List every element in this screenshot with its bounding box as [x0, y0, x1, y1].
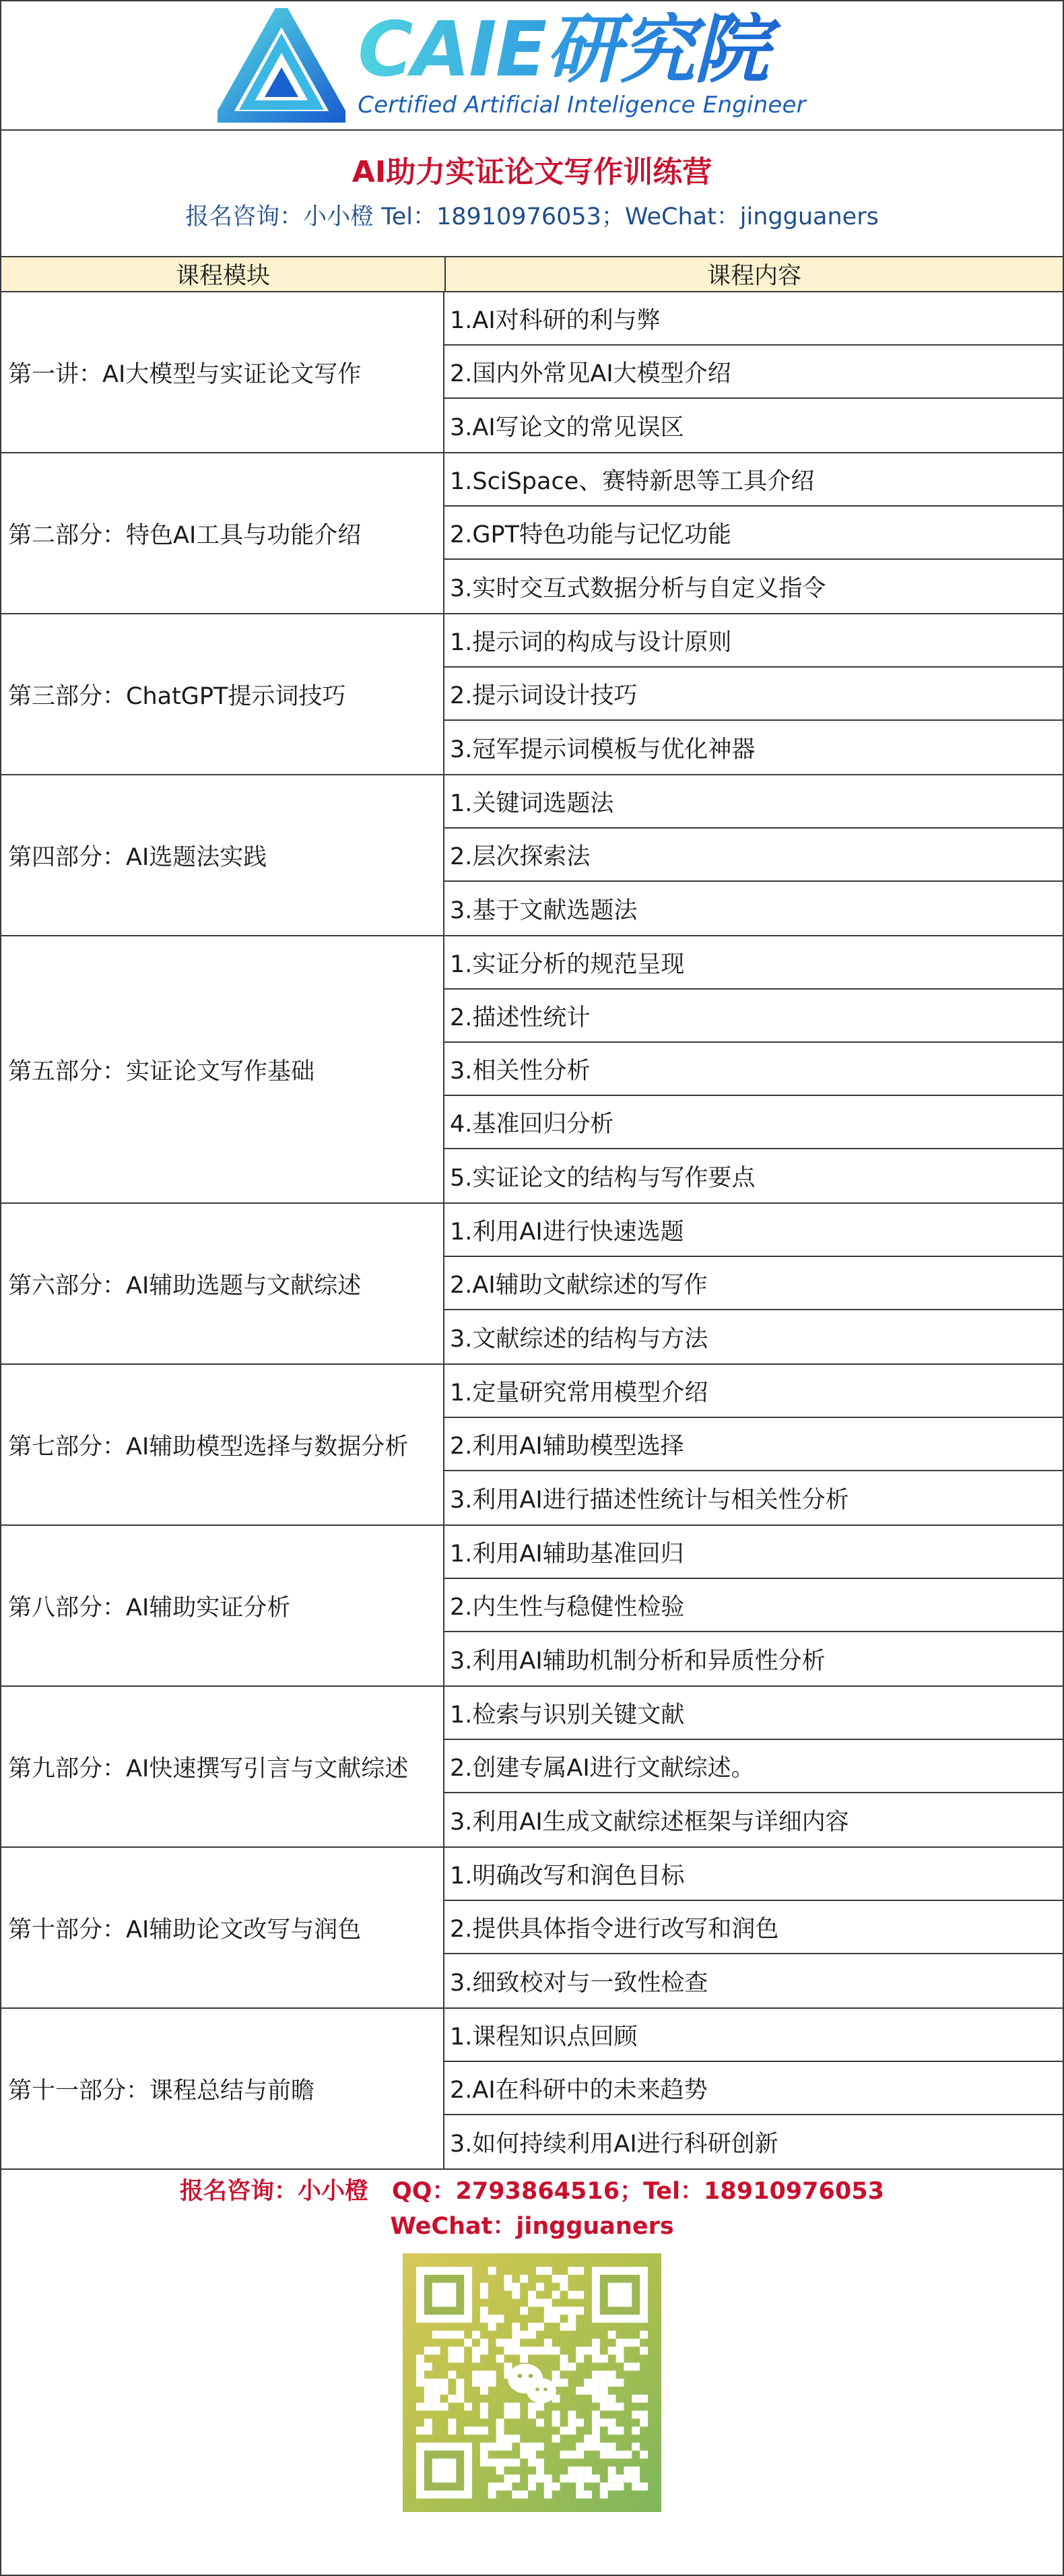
- module-name: 第一讲：AI大模型与实证论文写作: [1, 292, 444, 452]
- list-item: 3.基于文献选题法: [450, 897, 638, 924]
- table-row: [1, 775, 1063, 936]
- module-name: 第十部分：AI辅助论文改写与润色: [1, 1848, 444, 2007]
- list-item: 2.国内外常见AI大模型介绍: [444, 346, 1063, 399]
- module-items: [444, 453, 1063, 613]
- list-item: 3.利用AI进行描述性统计与相关性分析: [450, 1486, 849, 1514]
- list-item: 1.AI对科研的利与弊: [444, 292, 1063, 346]
- caie-logo: [218, 8, 806, 123]
- list-item: 2.描述性统计: [444, 990, 1063, 1043]
- module-items: [444, 1687, 1063, 1846]
- list-item: 3.AI写论文的常见误区: [450, 414, 684, 441]
- module-name: 第五部分：实证论文写作基础: [1, 936, 444, 1202]
- footer: [1, 2170, 1063, 2512]
- list-item: 2.AI在科研中的未来趋势: [444, 2062, 1063, 2115]
- table-row: [1, 1848, 1063, 2009]
- qr-code-icon: [403, 2253, 661, 2512]
- list-item: 3.冠军提示词模板与优化神器: [450, 736, 756, 763]
- module-name: 第八部分：AI辅助实证分析: [1, 1526, 444, 1685]
- list-item: 2.GPT特色功能与记忆功能: [444, 507, 1063, 560]
- module-list: [1, 292, 1063, 2170]
- header-content: 课程内容: [706, 263, 801, 290]
- table-row: [1, 292, 1063, 453]
- module-name: 第六部分：AI辅助选题与文献综述: [1, 1204, 444, 1363]
- module-name: 第四部分：AI选题法实践: [1, 775, 444, 935]
- table-row: [1, 453, 1063, 614]
- module-items: [444, 1204, 1063, 1363]
- course-table: [1, 257, 1063, 2170]
- list-item: 2.创建专属AI进行文献综述。: [444, 1740, 1063, 1793]
- footer-wechat: WeChat：jingguaners: [390, 2213, 674, 2240]
- list-item: 3.如何持续利用AI进行科研创新: [450, 2130, 778, 2158]
- list-item: 3.利用AI生成文献综述框架与详细内容: [450, 1808, 849, 1836]
- list-item: 1.检索与识别关键文献: [444, 1687, 1063, 1740]
- list-item: 2.层次探索法: [444, 829, 1063, 882]
- footer-contact: 报名咨询：小小橙 QQ：2793864516；Tel：18910976053: [180, 2178, 884, 2205]
- module-items: [444, 936, 1063, 1202]
- logo-title: CAIE研究院: [358, 12, 806, 88]
- list-item: 3.文献综述的结构与方法: [450, 1325, 708, 1353]
- list-item: 3.相关性分析: [444, 1043, 1063, 1096]
- module-items: [444, 614, 1063, 774]
- title-band: [1, 131, 1063, 257]
- list-item: 3.利用AI辅助机制分析和异质性分析: [450, 1647, 826, 1675]
- module-name: 第七部分：AI辅助模型选择与数据分析: [1, 1365, 444, 1524]
- list-item: 2.内生性与稳健性检验: [444, 1579, 1063, 1632]
- list-item: 1.定量研究常用模型介绍: [444, 1365, 1063, 1418]
- module-name: 第九部分：AI快速撰写引言与文献综述: [1, 1687, 444, 1846]
- triangle-logo-icon: [218, 8, 345, 123]
- list-item: 2.提示词设计技巧: [444, 668, 1063, 721]
- wechat-qr-code-icon: [403, 2253, 661, 2512]
- header-module: 课程模块: [1, 257, 446, 291]
- module-items: [444, 2009, 1063, 2168]
- logo-subtitle: Certified Artificial Inteligence Engineer: [358, 92, 806, 119]
- list-item: 1.关键词选题法: [444, 775, 1063, 829]
- table-row: [1, 1687, 1063, 1848]
- module-items: [444, 1365, 1063, 1524]
- module-items: [444, 1526, 1063, 1685]
- list-item: 1.实证分析的规范呈现: [444, 936, 1063, 990]
- table-header: [1, 257, 1063, 292]
- list-item: 5.实证论文的结构与写作要点: [450, 1164, 756, 1192]
- table-row: [1, 1365, 1063, 1526]
- module-name: 第十一部分：课程总结与前瞻: [1, 2009, 444, 2168]
- table-row: [1, 1204, 1063, 1365]
- list-item: 1.利用AI辅助基准回归: [444, 1526, 1063, 1579]
- list-item: 1.课程知识点回顾: [444, 2009, 1063, 2062]
- logo-band: [1, 1, 1063, 131]
- module-items: [444, 1848, 1063, 2007]
- list-item: 2.提供具体指令进行改写和润色: [444, 1901, 1063, 1954]
- list-item: 3.实时交互式数据分析与自定义指令: [450, 575, 826, 602]
- list-item: 1.利用AI进行快速选题: [444, 1204, 1063, 1257]
- module-items: [444, 292, 1063, 452]
- list-item: 2.AI辅助文献综述的写作: [444, 1257, 1063, 1310]
- table-row: [1, 614, 1063, 775]
- list-item: 1.提示词的构成与设计原则: [444, 614, 1063, 668]
- page-title: AI助力实证论文写作训练营: [352, 155, 712, 189]
- list-item: 2.利用AI辅助模型选择: [444, 1418, 1063, 1471]
- table-row: [1, 1526, 1063, 1687]
- module-name: 第三部分：ChatGPT提示词技巧: [1, 614, 444, 774]
- module-items: [444, 775, 1063, 935]
- table-row: [1, 936, 1063, 1204]
- list-item: 3.细致校对与一致性检查: [450, 1969, 708, 1997]
- list-item: 1.明确改写和润色目标: [444, 1848, 1063, 1901]
- contact-line: 报名咨询：小小橙 Tel：18910976053；WeChat：jingguaners: [185, 203, 879, 230]
- table-row: [1, 2009, 1063, 2170]
- list-item: 1.SciSpace、赛特新思等工具介绍: [444, 453, 1063, 507]
- module-name: 第二部分：特色AI工具与功能介绍: [1, 453, 444, 613]
- list-item: 4.基准回归分析: [444, 1096, 1063, 1149]
